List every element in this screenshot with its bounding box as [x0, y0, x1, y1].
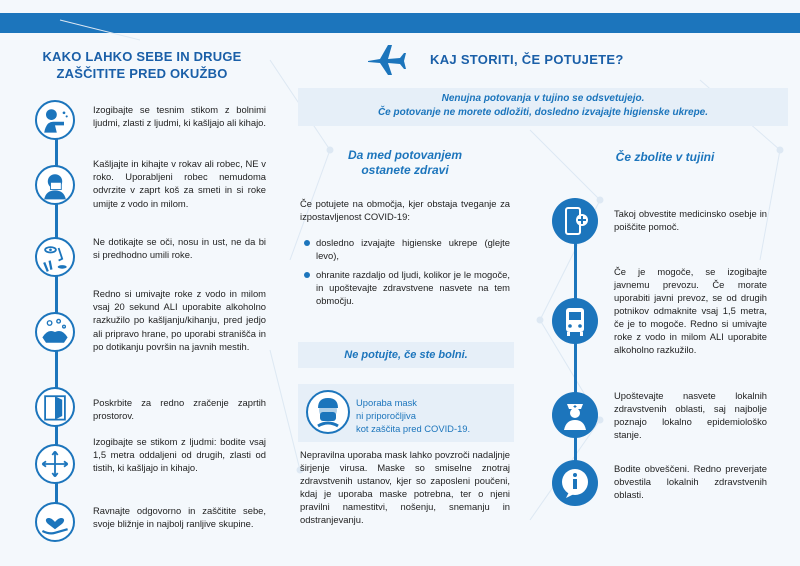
- banner-line1: Nenujna potovanja v tujino se odsvetujejo.: [441, 93, 645, 104]
- mask-line1: Uporaba mask: [356, 397, 417, 408]
- mask-line3: kot zaščita pred COVID-19.: [356, 423, 471, 434]
- list-item: [302, 236, 510, 262]
- phone-medical-icon: [552, 198, 598, 244]
- bullet-dot: [304, 240, 310, 246]
- hand-washing-icon: [35, 312, 75, 352]
- sick-item-text: Upoštevajte nasvete lokalnih zdravstvenih oblasti, saj najbolje poznajo lokalno epidemiološko stanje.: [614, 390, 767, 440]
- left-item-text: Izogibajte se tesnim stikom z bolnimi ljudmi, zlasti z ljudmi, ki kašljajo ali kihajo.: [93, 104, 266, 129]
- distance-arrows-icon: [35, 444, 75, 484]
- healthy-intro: Če potujete na območja, kjer obstaja tveganje za izpostavljenost COVID-19:: [300, 198, 510, 222]
- sick-item-text: Takoj obvestite medicinsko osebje in poiščite pomoč.: [614, 208, 767, 232]
- right-title: KAJ STORITI, ČE POTUJETE?: [430, 52, 624, 67]
- no-travel-sick-banner: Ne potujte, če ste bolni.: [298, 342, 514, 368]
- healthy-heading-line2: ostanete zdravi: [361, 163, 449, 177]
- left-item-text: Izogibajte se stikom z ljudmi: bodite vsaj 1,5 metra oddaljeni od drugih, zlasti od tistih, ki kašljajo in kihajo.: [93, 436, 266, 474]
- bullet-text: dosledno izvajajte higienske ukrepe (glejte levo),: [316, 237, 510, 261]
- heart-hand-icon: [35, 502, 75, 542]
- face-mask-icon: [306, 390, 350, 434]
- left-item-text: Redno si umivajte roke z vodo in milom vsaj 20 sekund ALI uporabite alkoholno razkužilo po kašljanju/kihanju, pred jedjo ali pripravo hrane, po uporabi stranišča in po dotikanju površin na javnih mestih.: [93, 288, 266, 352]
- info-icon: [552, 460, 598, 506]
- left-title: [16, 48, 268, 82]
- list-item: [302, 268, 510, 307]
- left-item-text: Ne dotikajte se oči, nosu in ust, ne da bi si predhodno umili roke.: [93, 236, 266, 261]
- banner-line2: Če potovanje ne morete odložiti, dosledno izvajajte higienske ukrepe.: [377, 107, 709, 118]
- sick-item-text: Če je mogoče, se izogibajte javnemu prevozu. Če morate uporabiti javni prevoz, se od drugih potnikov odmaknite vsaj 1,5 metra, če je to mogoče. Redno si umivajte roke z vodo in milom ALI uporabite alkoholno razkužilo.: [614, 266, 767, 355]
- nurse-icon: [552, 392, 598, 438]
- travel-warning-banner: [298, 88, 788, 126]
- face-touch-icon: [35, 237, 75, 277]
- sick-item-text: Bodite obveščeni. Redno preverjate obvestila lokalnih zdravstvenih oblasti.: [614, 463, 767, 500]
- airplane-icon: [366, 43, 406, 77]
- mask-callout: [356, 396, 506, 435]
- left-title-line1: KAKO LAHKO SEBE IN DRUGE: [42, 49, 242, 64]
- open-window-icon: [35, 387, 75, 427]
- cough-elbow-icon: [35, 100, 75, 140]
- bullet-text: ohranite razdaljo od ljudi, kolikor je le mogoče, in upoštevajte zdravstvene nasvete na tem območju.: [316, 269, 510, 306]
- left-item-text: Kašljajte in kihajte v rokav ali robec, NE v roko. Uporabljeni robec nemudoma odvrzite v zaprt koš za smeti in si roke umijte z vodo in milom.: [93, 158, 266, 209]
- left-item-text: Ravnajte odgovorno in zaščitite sebe, svoje bližnje in najbolj ranljive skupine.: [93, 505, 266, 530]
- left-title-line2: ZAŠČITITE PRED OKUŽBO: [56, 66, 228, 81]
- healthy-heading-line1: Da med potovanjem: [347, 148, 463, 162]
- healthy-bullet-list: [302, 236, 510, 313]
- sick-abroad-heading: Če zbolite v tujini: [615, 150, 715, 164]
- mask-line2: ni priporočljiva: [356, 410, 416, 421]
- bus-icon: [552, 298, 598, 344]
- bullet-dot: [304, 272, 310, 278]
- mask-text: Nepravilna uporaba mask lahko povzroči nadaljnje širjenje virusa. Maske so smiselne znotraj zdravstvenih ustanov, kjer so zaposleni poučeni, kdaj je uporaba maske potrebna, ter o njeni pravilni namestitvi, nošenju, snemanju in odstranjevanju.: [300, 449, 510, 525]
- tissue-sneeze-icon: [35, 165, 75, 205]
- healthy-heading: [300, 148, 510, 178]
- left-item-text: Poskrbite za redno zračenje zaprtih prostorov.: [93, 397, 266, 422]
